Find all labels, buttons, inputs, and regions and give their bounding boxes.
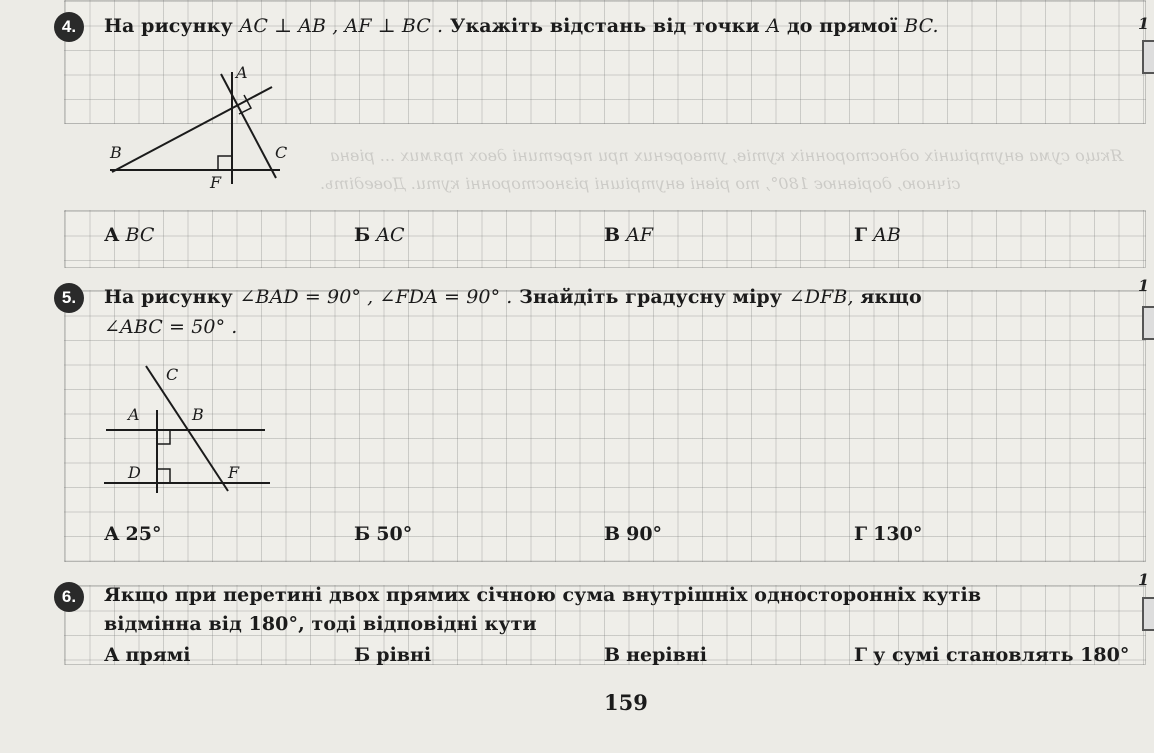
q5-option-a-value: 25° bbox=[125, 523, 162, 545]
q5-line1-angle: ∠DFB, bbox=[788, 286, 854, 308]
q5-line1-part3: якщо bbox=[860, 286, 922, 308]
q5-label-a: A bbox=[128, 405, 140, 424]
q5-option-c-value: 90° bbox=[626, 523, 663, 545]
q4-text-point: A bbox=[766, 15, 781, 37]
q6-option-a-value: прямі bbox=[125, 644, 191, 666]
q4-label-f: F bbox=[210, 173, 222, 192]
side-mark-3: 1 bbox=[1138, 570, 1150, 589]
q6-option-b-letter: Б bbox=[354, 644, 371, 666]
q4-figure bbox=[100, 62, 290, 192]
q6-option-c-value: нерівні bbox=[626, 644, 707, 666]
q4-text-math: AC ⊥ AB , AF ⊥ BC . bbox=[239, 15, 444, 37]
q6-option-a[interactable] bbox=[104, 644, 190, 666]
q4-option-d[interactable] bbox=[854, 224, 901, 246]
q4-option-b-value: AC bbox=[376, 224, 405, 246]
q4-option-c-letter: В bbox=[604, 224, 621, 246]
q6-option-b-value: рівні bbox=[376, 644, 432, 666]
answer-box-1 bbox=[1142, 40, 1154, 74]
q4-option-d-letter: Г bbox=[854, 224, 868, 246]
q5-label-d: D bbox=[128, 463, 141, 482]
q5-option-a[interactable] bbox=[104, 523, 161, 545]
answer-box-3 bbox=[1142, 597, 1154, 631]
q4-text-part1: На рисунку bbox=[104, 15, 233, 37]
q5-figure bbox=[100, 360, 280, 500]
q5-right-angle-a bbox=[157, 430, 170, 444]
question-6-number: 6. bbox=[54, 582, 84, 612]
question-5-text-line1 bbox=[104, 286, 922, 308]
question-4-number: 4. bbox=[54, 12, 84, 42]
question-6-text-line1: Якщо при перетині двох прямих січною сума внутрішніх односторонніх кутів bbox=[104, 584, 982, 606]
q5-right-angle-d bbox=[157, 469, 170, 483]
bleed-through-line-2: січною, дорівнює 180°, то рівні внутрішні різносторонні кути. Доведіть. bbox=[320, 174, 961, 193]
q4-option-a[interactable] bbox=[104, 224, 154, 246]
question-5-number: 5. bbox=[54, 283, 84, 313]
side-mark-2: 1 bbox=[1138, 276, 1150, 295]
q6-option-d-value: у сумі становлять 180° bbox=[873, 644, 1130, 666]
bleed-through-line-1: Якщо сума внутрішніх односторонніх кутів, утворених при перетині двох прямих ... рівна bbox=[330, 146, 1124, 165]
q5-line1-math: ∠BAD = 90° , ∠FDA = 90° . bbox=[239, 286, 513, 308]
q5-label-c: C bbox=[166, 365, 179, 384]
answer-box-2 bbox=[1142, 306, 1154, 340]
q4-text-line: BC. bbox=[904, 15, 939, 37]
q4-text-part2: Укажіть відстань від точки bbox=[449, 15, 760, 37]
q5-label-b: B bbox=[192, 405, 204, 424]
q5-option-b[interactable] bbox=[354, 523, 412, 545]
q5-option-a-letter: А bbox=[104, 523, 120, 545]
side-mark-1: 1 bbox=[1138, 14, 1150, 33]
q6-option-a-letter: А bbox=[104, 644, 120, 666]
q4-option-a-letter: А bbox=[104, 224, 120, 246]
q6-option-d-letter: Г bbox=[854, 644, 868, 666]
q5-option-b-value: 50° bbox=[376, 523, 413, 545]
q5-option-b-letter: Б bbox=[354, 523, 371, 545]
q5-option-d[interactable] bbox=[854, 523, 922, 545]
question-4-text bbox=[104, 15, 939, 37]
q5-option-d-value: 130° bbox=[873, 523, 923, 545]
q4-option-c-value: AF bbox=[626, 224, 654, 246]
q4-option-c[interactable] bbox=[604, 224, 653, 246]
q5-option-c-letter: В bbox=[604, 523, 621, 545]
q6-option-c[interactable] bbox=[604, 644, 707, 666]
question-6-text-line2: відмінна від 180°, тоді відповідні кути bbox=[104, 613, 537, 635]
q5-line-cf bbox=[146, 366, 228, 491]
q4-option-b-letter: Б bbox=[354, 224, 371, 246]
q5-label-f: F bbox=[228, 463, 240, 482]
question-5-text-line2 bbox=[104, 316, 237, 338]
page-number: 159 bbox=[604, 690, 648, 715]
q5-line1-part1: На рисунку bbox=[104, 286, 233, 308]
q4-label-b: B bbox=[110, 143, 122, 162]
q5-line2: ∠ABC = 50° . bbox=[104, 316, 238, 338]
q6-option-c-letter: В bbox=[604, 644, 621, 666]
q4-option-d-value: AB bbox=[873, 224, 901, 246]
q6-option-b[interactable] bbox=[354, 644, 431, 666]
q4-label-a: A bbox=[236, 63, 248, 82]
q5-line1-part2: Знайдіть градусну міру bbox=[519, 286, 783, 308]
q4-right-angle-f bbox=[218, 156, 232, 170]
q4-label-c: C bbox=[275, 143, 288, 162]
q5-option-c[interactable] bbox=[604, 523, 662, 545]
q6-option-d[interactable] bbox=[854, 644, 1129, 666]
q4-option-a-value: BC bbox=[125, 224, 155, 246]
q5-option-d-letter: Г bbox=[854, 523, 868, 545]
q4-line-ab bbox=[112, 87, 272, 172]
q4-option-b[interactable] bbox=[354, 224, 405, 246]
q4-text-part3: до прямої bbox=[786, 15, 898, 37]
